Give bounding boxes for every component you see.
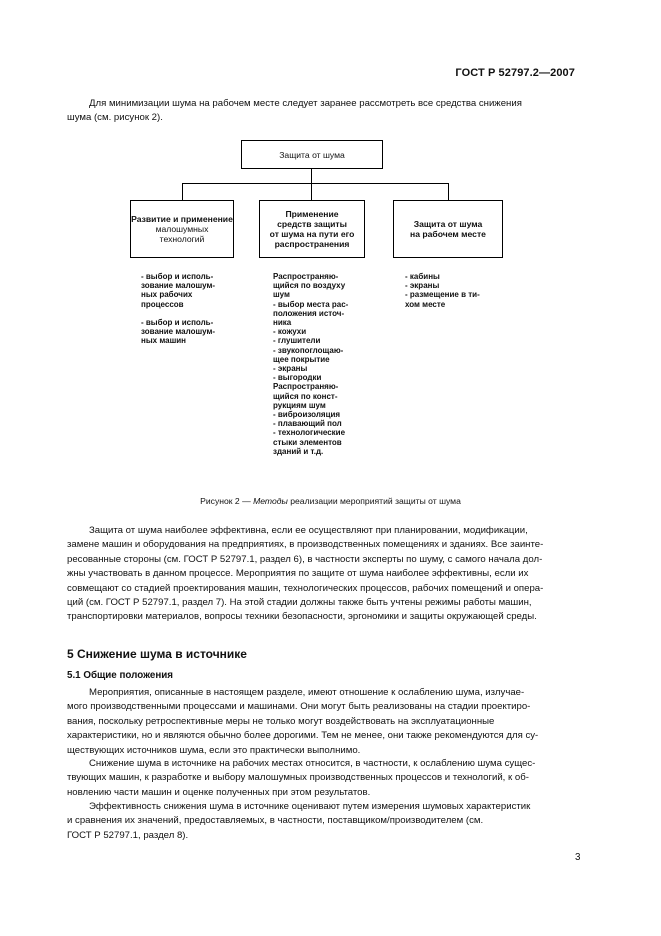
list-item: - звукопоглощаю- <box>273 345 344 355</box>
text-line: совмещают со стадией проектирования машин, технологических процессов, рабочих помещений и опера- <box>67 582 544 594</box>
text-line: Защита от шума наиболее эффективна, если ее осуществляют при планировании, модификации, <box>89 525 528 536</box>
box-line: от шума на пути его <box>269 229 355 239</box>
connector-horizontal <box>182 183 449 184</box>
figure-caption <box>0 496 661 506</box>
list-item: зданий и т.д. <box>273 446 324 456</box>
text-line: ресованные стороны (см. ГОСТ Р 52797.1, раздел 6), в частности эксперты по шуму, с самого начала дол- <box>67 553 543 565</box>
list-item: хом месте <box>405 299 446 309</box>
list-item: зование малошум- <box>141 327 216 337</box>
box-line: средств защиты <box>277 219 347 229</box>
paragraph-source-reduction <box>67 757 584 800</box>
intro-paragraph <box>67 97 584 126</box>
document-id: ГОСТ Р 52797.2—2007 <box>455 67 575 79</box>
box-line: распространения <box>274 239 350 249</box>
text-line: Эффективность снижения шума в источнике оценивают путем измерения шумовых характеристик <box>89 801 531 812</box>
list-item: зование малошум- <box>141 281 216 291</box>
text-line: твующих машин, к разработке и выбору малошумных производственных процессов и технологий, к об- <box>67 772 529 784</box>
list-item: - выбор места рас- <box>273 299 349 309</box>
list-item: щийся по конст- <box>273 391 338 401</box>
box-line: Защита от шума <box>413 219 483 229</box>
text-line: ций (см. ГОСТ Р 52797.1, раздел 7). На этой стадии должны также быть учтены режимы работы машин, <box>67 597 532 609</box>
box-line: Развитие и применение <box>131 214 233 224</box>
list-item: щийся по воздуху <box>273 281 346 291</box>
text-line: транспортировки материалов, вопросы техники безопасности, эргономики и защиты окружающей среды. <box>67 611 537 623</box>
list-item: - кабины <box>405 272 440 281</box>
list-item: - глушители <box>273 336 321 346</box>
connector-vertical <box>311 169 312 184</box>
caption-suffix: реализации мероприятий защиты от шума <box>287 496 461 506</box>
list-item <box>141 309 215 318</box>
text-line: характеристики, но и являются обычно более дорогими. Тем не менее, они также рекомендуются для су- <box>67 730 539 742</box>
list-item: процессов <box>141 299 184 309</box>
text-line: ГОСТ Р 52797.1, раздел 8). <box>67 829 189 841</box>
connector-right <box>448 183 449 200</box>
diagram-top-label: Защита от шума <box>279 149 345 160</box>
list-item: - плавающий пол <box>273 419 342 429</box>
text-line: ществующих источников шума, если это практически выполнимо. <box>67 744 361 756</box>
diagram-box-path <box>259 200 365 258</box>
list-item: шум <box>273 290 290 300</box>
diagram-top-box <box>241 140 383 169</box>
text-line: шума (см. рисунок 2). <box>67 112 163 124</box>
box-line: на рабочем месте <box>410 229 486 239</box>
list-item: рукциям шум <box>273 400 326 410</box>
list-item: стыки элементов <box>273 437 342 447</box>
list-item: щее покрытие <box>273 354 330 364</box>
list-item: - выгородки <box>273 373 322 383</box>
page-number: 3 <box>575 852 581 863</box>
list-item: Распространяю- <box>273 272 339 281</box>
diagram-box-technology <box>130 200 234 258</box>
section-5-heading: 5 Снижение шума в источнике <box>67 647 247 661</box>
connector-left <box>182 183 183 200</box>
text-line: новлению части машин и оценке полученных при этом результатов. <box>67 786 371 798</box>
list-item: - виброизоляция <box>273 410 341 420</box>
text-line: Мероприятия, описанные в настоящем разделе, имеют отношение к ослаблению шума, излучае- <box>89 687 525 698</box>
paragraph-noise-protection <box>67 524 584 625</box>
list-item: ных рабочих <box>141 290 193 300</box>
text-line: Снижение шума в источнике на рабочих местах относится, в частности, к ослаблению шума сущес- <box>89 758 536 769</box>
caption-prefix: Рисунок 2 — <box>200 496 254 506</box>
list-item: - выбор и исполь- <box>141 318 214 327</box>
connector-middle <box>311 183 312 200</box>
list-item: - экраны <box>405 281 440 291</box>
box-line: технологий <box>159 234 205 244</box>
text-line: мого производственными процессами и машинами. Они могут быть реализованы на стадии проектиро- <box>67 701 531 713</box>
list-item: - выбор и исполь- <box>141 272 214 281</box>
list-item: - экраны <box>273 364 308 374</box>
paragraph-efficiency <box>67 800 584 843</box>
list-item: ника <box>273 318 292 328</box>
list-item: положения источ- <box>273 308 345 318</box>
middle-column-items <box>273 272 348 456</box>
section-5-1-heading: 5.1 Общие положения <box>67 670 174 681</box>
box-line: Применение <box>285 209 339 219</box>
list-item: Распространяю- <box>273 382 339 392</box>
text-line: вания, поскольку ретроспективные меры не только могут воздействовать на эксплуатационные <box>67 715 495 727</box>
text-line: Для минимизации шума на рабочем месте следует заранее рассмотреть все средства снижения <box>89 98 522 109</box>
text-line: и сравнения их значений, предоставляемых, в частности, поставщиком/производителем (см. <box>67 815 484 827</box>
list-item: ных машин <box>141 336 187 346</box>
list-item: - кожухи <box>273 327 307 337</box>
right-column-items <box>405 272 480 309</box>
left-column-items <box>141 272 215 346</box>
caption-italic: Методы <box>253 496 288 506</box>
list-item: - размещение в ти- <box>405 290 480 300</box>
text-line: замене машин и оборудования на предприятиях, в производственных помещениях и зданиях. Все заинте- <box>67 539 544 551</box>
list-item: - технологические <box>273 428 346 438</box>
paragraph-measures <box>67 686 584 758</box>
box-line: малошумных <box>155 224 209 234</box>
text-line: жны участвовать в данном процессе. Мероприятия по защите от шума наиболее эффективны, если их <box>67 568 529 580</box>
diagram-box-workplace <box>393 200 503 258</box>
